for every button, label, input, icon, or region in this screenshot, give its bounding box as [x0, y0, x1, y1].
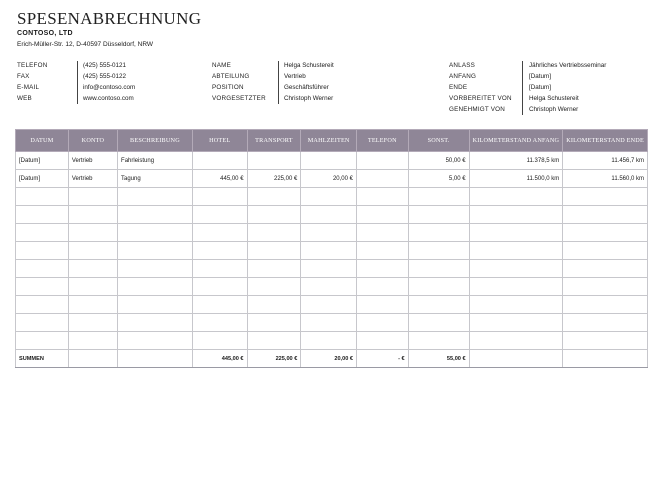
- table-cell[interactable]: [469, 188, 563, 206]
- sum-cell: [68, 350, 117, 368]
- table-row: [16, 206, 648, 224]
- column-header: KILOMETERSTAND ANFANG: [469, 130, 563, 152]
- table-cell[interactable]: [469, 206, 563, 224]
- table-cell[interactable]: Vertrieb: [68, 152, 117, 170]
- person-label-manager: VORGESETZTER: [212, 95, 266, 102]
- column-header: KILOMETERSTAND ENDE: [563, 130, 648, 152]
- table-cell[interactable]: [563, 224, 648, 242]
- table-cell[interactable]: [192, 152, 247, 170]
- table-cell[interactable]: [357, 170, 409, 188]
- table-cell[interactable]: [563, 314, 648, 332]
- table-row: [16, 314, 648, 332]
- table-cell[interactable]: [118, 278, 193, 296]
- table-cell[interactable]: [247, 332, 301, 350]
- document-title: SPESENABRECHNUNG: [17, 9, 202, 28]
- table-cell[interactable]: [301, 332, 357, 350]
- column-header: SONST.: [408, 130, 469, 152]
- table-cell[interactable]: 445,00 €: [192, 170, 247, 188]
- table-cell[interactable]: [563, 242, 648, 260]
- table-cell[interactable]: [68, 278, 117, 296]
- table-cell[interactable]: [118, 260, 193, 278]
- expense-table-header: [16, 130, 648, 152]
- table-cell[interactable]: [68, 314, 117, 332]
- contact-divider: [77, 61, 78, 104]
- table-cell[interactable]: [16, 296, 69, 314]
- table-cell[interactable]: [118, 296, 193, 314]
- trip-end: [Datum]: [529, 84, 552, 91]
- person-label-position: POSITION: [212, 84, 244, 91]
- table-cell[interactable]: [469, 224, 563, 242]
- table-cell[interactable]: [469, 296, 563, 314]
- table-cell[interactable]: [301, 314, 357, 332]
- table-cell[interactable]: [469, 314, 563, 332]
- person-label-name: NAME: [212, 62, 231, 69]
- table-cell[interactable]: Tagung: [118, 170, 193, 188]
- table-cell[interactable]: [118, 206, 193, 224]
- table-cell[interactable]: [563, 260, 648, 278]
- sum-row: [16, 350, 648, 368]
- table-cell[interactable]: [68, 260, 117, 278]
- table-cell[interactable]: [192, 260, 247, 278]
- table-row: [16, 332, 648, 350]
- table-cell[interactable]: [118, 332, 193, 350]
- table-cell[interactable]: 225,00 €: [247, 170, 301, 188]
- trip-label-occasion: ANLASS: [449, 62, 476, 69]
- contact-web[interactable]: www.contoso.com: [83, 95, 134, 102]
- company-name: CONTOSO, LTD: [17, 30, 73, 37]
- table-cell[interactable]: [247, 314, 301, 332]
- table-cell[interactable]: [357, 314, 409, 332]
- sum-cell: 55,00 €: [408, 350, 469, 368]
- table-cell[interactable]: [408, 242, 469, 260]
- sum-cell: 20,00 €: [301, 350, 357, 368]
- table-cell[interactable]: [192, 332, 247, 350]
- table-row: [16, 224, 648, 242]
- contact-label-email: E-MAIL: [17, 84, 40, 91]
- table-cell[interactable]: [68, 206, 117, 224]
- table-cell[interactable]: [68, 296, 117, 314]
- table-cell[interactable]: [192, 296, 247, 314]
- table-cell[interactable]: [301, 206, 357, 224]
- table-cell[interactable]: [469, 332, 563, 350]
- table-cell[interactable]: 5,00 €: [408, 170, 469, 188]
- table-cell[interactable]: [118, 242, 193, 260]
- table-row: [16, 170, 648, 188]
- table-cell[interactable]: [118, 224, 193, 242]
- trip-label-approved-by: GENEHMIGT VON: [449, 106, 506, 113]
- table-cell[interactable]: [408, 224, 469, 242]
- company-address: Erich-Müller-Str. 12, D-40597 Düsseldorf, NRW: [17, 41, 154, 48]
- table-cell[interactable]: [357, 296, 409, 314]
- table-row: [16, 242, 648, 260]
- trip-start: [Datum]: [529, 73, 552, 80]
- table-cell[interactable]: [563, 278, 648, 296]
- column-header: TRANSPORT: [247, 130, 301, 152]
- contact-phone: (425) 555-0121: [83, 62, 127, 69]
- table-cell[interactable]: [68, 242, 117, 260]
- table-cell[interactable]: [357, 260, 409, 278]
- table-cell[interactable]: [301, 152, 357, 170]
- column-header: KONTO: [68, 130, 117, 152]
- person-name: Helga Schustereit: [284, 62, 334, 69]
- table-cell[interactable]: Fahrleistung: [118, 152, 193, 170]
- table-cell[interactable]: 11.500,0 km: [469, 170, 563, 188]
- table-cell[interactable]: [563, 296, 648, 314]
- table-cell[interactable]: 11.456,7 km: [563, 152, 648, 170]
- trip-label-end: ENDE: [449, 84, 468, 91]
- table-cell[interactable]: [408, 296, 469, 314]
- column-header: HOTEL: [192, 130, 247, 152]
- table-cell[interactable]: [408, 332, 469, 350]
- person-manager: Christoph Werner: [284, 95, 334, 102]
- contact-label-web: WEB: [17, 95, 32, 102]
- table-cell[interactable]: [247, 296, 301, 314]
- table-cell[interactable]: [408, 188, 469, 206]
- table-cell[interactable]: [192, 224, 247, 242]
- table-row: [16, 152, 648, 170]
- table-cell[interactable]: [357, 206, 409, 224]
- contact-email[interactable]: info@contoso.com: [83, 84, 136, 91]
- table-cell[interactable]: [563, 332, 648, 350]
- contact-fax: (425) 555-0122: [83, 73, 127, 80]
- column-header: DATUM: [16, 130, 69, 152]
- table-cell[interactable]: [563, 188, 648, 206]
- table-cell[interactable]: [469, 242, 563, 260]
- sum-cell: [563, 350, 648, 368]
- trip-prepared-by: Helga Schustereit: [529, 95, 579, 102]
- table-cell[interactable]: [68, 188, 117, 206]
- table-cell[interactable]: [247, 206, 301, 224]
- person-divider: [278, 61, 279, 104]
- sum-cell: 225,00 €: [247, 350, 301, 368]
- sum-cell: 445,00 €: [192, 350, 247, 368]
- table-cell[interactable]: [16, 206, 69, 224]
- table-cell[interactable]: [Datum]: [16, 152, 69, 170]
- table-cell[interactable]: [247, 242, 301, 260]
- table-cell[interactable]: [247, 152, 301, 170]
- table-cell[interactable]: [68, 332, 117, 350]
- sum-cell: [118, 350, 193, 368]
- table-cell[interactable]: [301, 278, 357, 296]
- person-department: Vertrieb: [284, 73, 306, 80]
- contact-label-fax: FAX: [17, 73, 30, 80]
- table-cell[interactable]: [301, 188, 357, 206]
- table-cell[interactable]: [357, 278, 409, 296]
- table-cell[interactable]: [Datum]: [16, 170, 69, 188]
- table-cell[interactable]: 20,00 €: [301, 170, 357, 188]
- trip-label-start: ANFANG: [449, 73, 477, 80]
- table-cell[interactable]: [301, 260, 357, 278]
- table-cell[interactable]: [16, 314, 69, 332]
- trip-approved-by: Christoph Werner: [529, 106, 579, 113]
- column-header: MAHLZEITEN: [301, 130, 357, 152]
- table-cell[interactable]: [192, 206, 247, 224]
- table-cell[interactable]: [192, 278, 247, 296]
- person-position: Geschäftsführer: [284, 84, 329, 91]
- person-label-department: ABTEILUNG: [212, 73, 250, 80]
- sum-label: SUMMEN: [16, 350, 69, 368]
- trip-label-prepared-by: VORBEREITET VON: [449, 95, 512, 102]
- table-cell[interactable]: [247, 278, 301, 296]
- expense-table: [15, 129, 648, 368]
- table-cell[interactable]: [118, 188, 193, 206]
- expense-table-body: [16, 152, 648, 368]
- table-cell[interactable]: [192, 188, 247, 206]
- table-cell[interactable]: [357, 224, 409, 242]
- table-row: [16, 296, 648, 314]
- trip-occasion: Jährliches Vertriebsseminar: [529, 62, 607, 69]
- table-row: [16, 260, 648, 278]
- table-cell[interactable]: [469, 278, 563, 296]
- table-cell[interactable]: 11.378,5 km: [469, 152, 563, 170]
- table-cell[interactable]: [16, 242, 69, 260]
- table-cell[interactable]: [301, 224, 357, 242]
- table-cell[interactable]: 50,00 €: [408, 152, 469, 170]
- table-cell[interactable]: [357, 242, 409, 260]
- table-cell[interactable]: [192, 242, 247, 260]
- table-cell[interactable]: [301, 242, 357, 260]
- table-cell[interactable]: [469, 260, 563, 278]
- table-cell[interactable]: [301, 296, 357, 314]
- table-cell[interactable]: [408, 278, 469, 296]
- contact-label-phone: TELEFON: [17, 62, 48, 69]
- table-cell[interactable]: [357, 188, 409, 206]
- table-cell[interactable]: [563, 206, 648, 224]
- column-header: BESCHREIBUNG: [118, 130, 193, 152]
- table-cell[interactable]: [16, 260, 69, 278]
- table-cell[interactable]: [247, 260, 301, 278]
- table-cell[interactable]: [408, 314, 469, 332]
- table-cell[interactable]: 11.560,0 km: [563, 170, 648, 188]
- table-cell[interactable]: Vertrieb: [68, 170, 117, 188]
- table-cell[interactable]: [118, 314, 193, 332]
- table-cell[interactable]: [357, 332, 409, 350]
- table-cell[interactable]: [16, 188, 69, 206]
- table-row: [16, 278, 648, 296]
- table-cell[interactable]: [192, 314, 247, 332]
- table-cell[interactable]: [16, 278, 69, 296]
- table-cell[interactable]: [68, 224, 117, 242]
- table-cell[interactable]: [408, 206, 469, 224]
- table-cell[interactable]: [16, 332, 69, 350]
- table-row: [16, 188, 648, 206]
- sum-cell: [469, 350, 563, 368]
- table-cell[interactable]: [408, 260, 469, 278]
- table-cell[interactable]: [247, 188, 301, 206]
- table-cell[interactable]: [247, 224, 301, 242]
- table-cell[interactable]: [357, 152, 409, 170]
- sum-cell: - €: [357, 350, 409, 368]
- trip-divider: [522, 61, 523, 115]
- table-cell[interactable]: [16, 224, 69, 242]
- column-header: TELEFON: [357, 130, 409, 152]
